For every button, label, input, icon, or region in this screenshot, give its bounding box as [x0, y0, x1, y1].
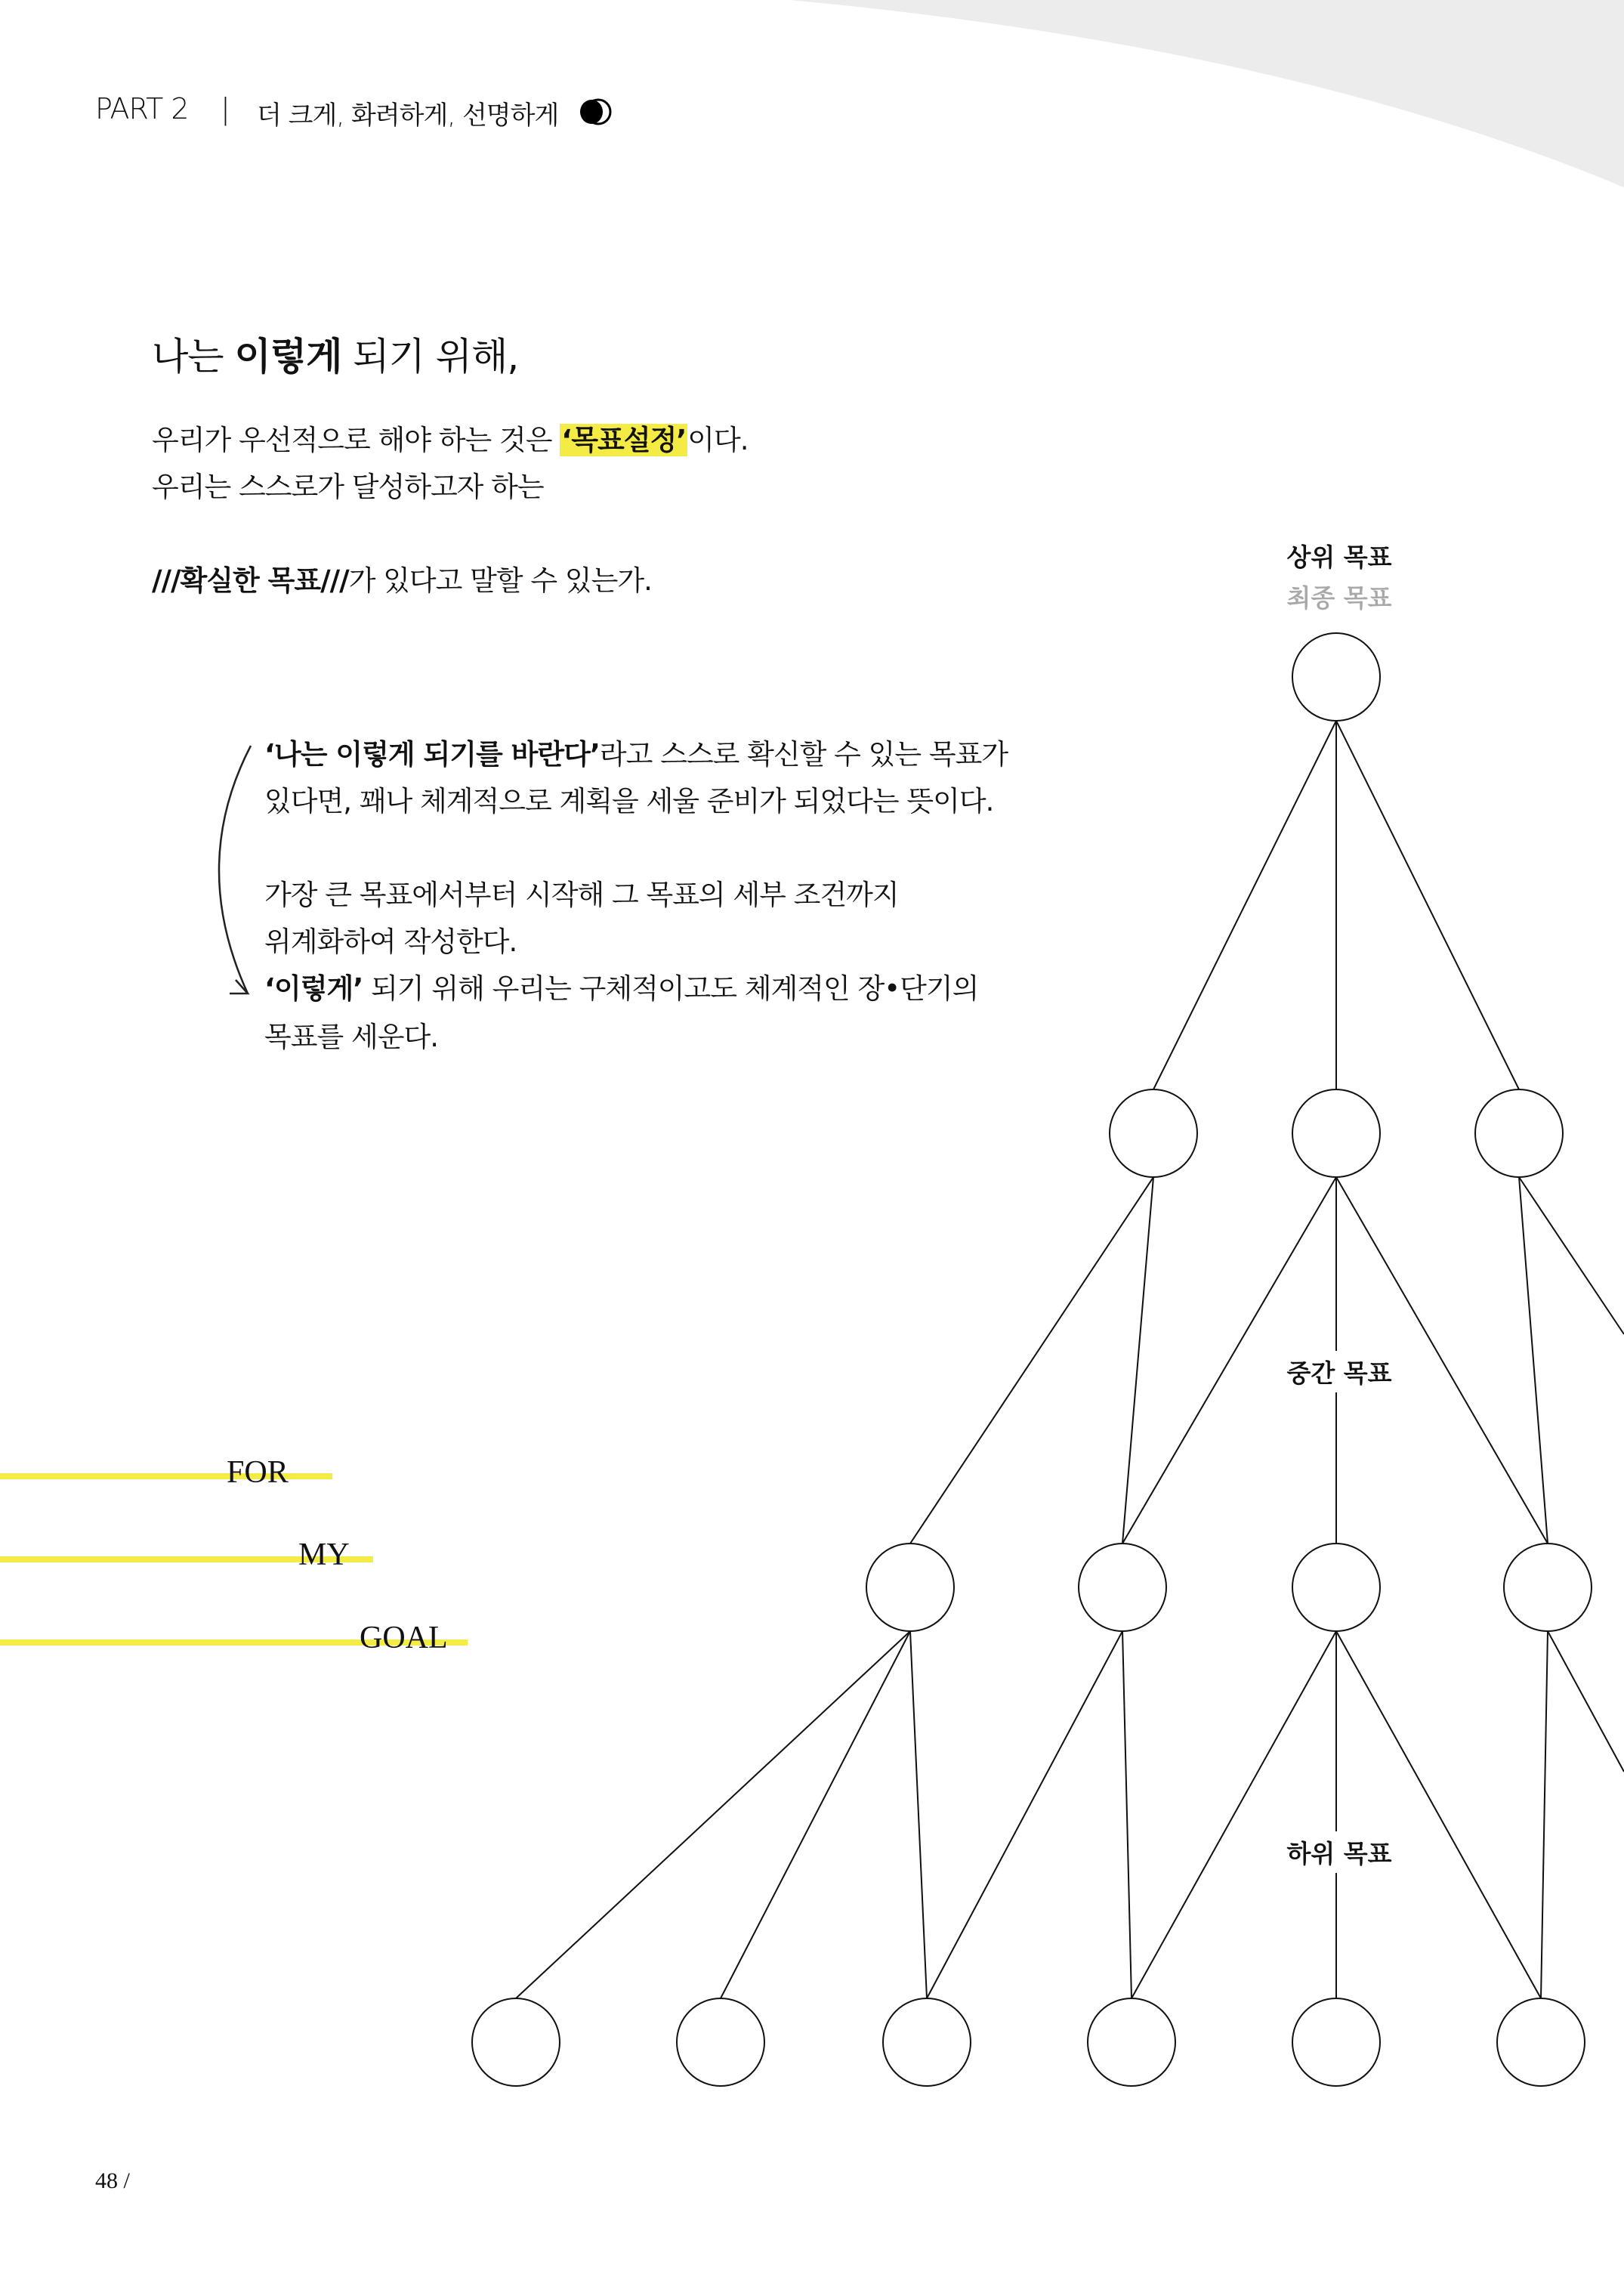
- slogan-my: MY: [298, 1537, 350, 1572]
- tree-edge: [516, 1631, 910, 1998]
- page-number: 48 /: [95, 2168, 130, 2193]
- goal-node: [1292, 633, 1380, 721]
- tree-edge: [1336, 1631, 1541, 1998]
- goal-node: [1088, 1998, 1175, 2086]
- goal-node: [472, 1998, 560, 2086]
- tree-edge: [1548, 1631, 1624, 1772]
- tree-edge: [910, 1631, 927, 1998]
- header-separator: |: [221, 92, 230, 125]
- goal-node: [1497, 1998, 1585, 2086]
- tree-edge: [1122, 1631, 1132, 1998]
- goal-node: [1475, 1089, 1563, 1177]
- goal-node: [677, 1998, 764, 2086]
- quote-p2-line2: 위계화하여 작성한다.: [264, 926, 517, 958]
- slogan-for: FOR: [227, 1455, 289, 1490]
- goal-node: [1292, 1544, 1380, 1631]
- slogan-goal: GOAL: [360, 1621, 448, 1655]
- goal-node: [1292, 1998, 1380, 2086]
- goal-node: [883, 1998, 971, 2086]
- highlight-goal-setting: ‘목표설정’: [561, 424, 687, 456]
- final-goal-label: 최종 목표: [1286, 579, 1391, 614]
- tree-edge: [927, 1631, 1122, 1998]
- goal-node: [1504, 1544, 1592, 1631]
- tree-edge: [721, 1631, 910, 1998]
- tree-edge: [1336, 721, 1519, 1089]
- goal-node: [866, 1544, 954, 1631]
- tree-edge: [1153, 721, 1336, 1089]
- tree-edge: [1132, 1631, 1336, 1998]
- intro-line-1: 우리가 우선적으로 해야 하는 것은 ‘목표설정’이다.: [152, 424, 749, 456]
- quote-p1-line1: ‘나는 이렇게 되기를 바란다’라고 스스로 확신할 수 있는 목표가: [264, 738, 1008, 771]
- quote-p3-line2: 목표를 세운다.: [264, 1021, 438, 1053]
- goal-node: [1079, 1544, 1166, 1631]
- tree-edge: [1519, 1177, 1624, 1334]
- tree-edge: [910, 1177, 1153, 1544]
- intro-heading: 나는 이렇게 되기 위해,: [152, 335, 519, 379]
- goal-node: [1292, 1089, 1380, 1177]
- tree-edge: [1519, 1177, 1548, 1544]
- part-label: PART 2: [95, 92, 189, 125]
- intro-line-3: ///확실한 목표///가 있다고 말할 수 있는가.: [152, 564, 652, 597]
- quote-p3-line1: ‘이렇게’ 되기 위해 우리는 구체적이고도 체계적인 장•단기의: [264, 972, 979, 1005]
- chapter-title: 더 크게, 화려하게, 선명하게: [257, 100, 559, 131]
- tree-edge: [1122, 1177, 1153, 1544]
- mid-goal-label: 중간 목표: [1286, 1351, 1391, 1392]
- quote-p1-line2: 있다면, 꽤나 체계적으로 계획을 세울 준비가 되었다는 뜻이다.: [264, 785, 994, 817]
- goal-node: [1110, 1089, 1197, 1177]
- quote-p2-line1: 가장 큰 목표에서부터 시작해 그 목표의 세부 조건까지: [264, 879, 899, 911]
- low-goal-label: 하위 목표: [1286, 1831, 1391, 1873]
- top-goal-label: 상위 목표: [1286, 538, 1391, 573]
- intro-line-2: 우리는 스스로가 달성하고자 하는: [152, 471, 544, 503]
- tree-edge: [1541, 1631, 1548, 1998]
